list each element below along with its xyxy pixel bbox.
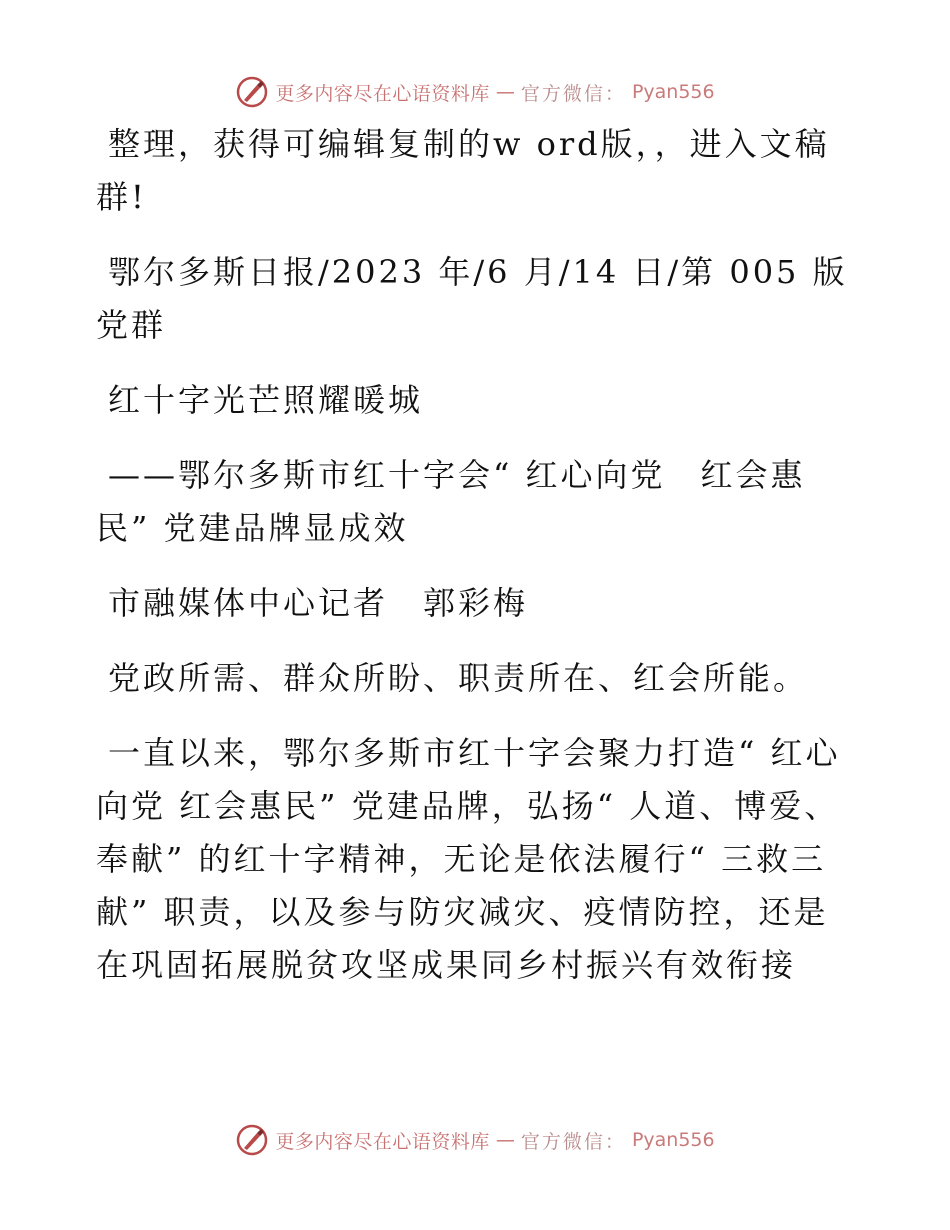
article-byline: 市融媒体中心记者 郭彩梅 [108,584,529,622]
watermark-separator: — [495,81,515,103]
pen-logo-icon [235,1123,269,1157]
article-paragraph: 一直以来，鄂尔多斯市红十字会聚力打造“ 红心向党 红会惠民” 党建品牌，弘扬“ 人道、博爱、奉献” 的红十字精神，无论是依法履行“ 三救三献” 职责，以及参与防灾减灾、疫情防控，还是在巩固拓展脱贫攻坚成果同乡村振兴有效衔接 [96,734,841,984]
article-title: 红十字光芒照耀暖城 [108,381,424,419]
watermark-label: 官方微信： [520,82,626,105]
watermark-label: 官方微信： [520,1130,626,1153]
source-line: 鄂尔多斯日报/2023 年/6 月/14 日/第 005 版党群 [96,253,848,344]
watermark-text: 更多内容尽在心语资料库 [275,1130,490,1153]
watermark-footer [0,1120,950,1160]
article-paragraph: 党政所需、群众所盼、职责所在、红会所能。 [108,659,809,697]
watermark-wechat-id: Pyan556 [631,81,715,103]
watermark-text: 更多内容尽在心语资料库 [275,82,490,105]
watermark-wechat-id: Pyan556 [631,1129,715,1151]
intro-note: 整理，获得可编辑复制的w ord版，，进入文稿群! [96,125,830,216]
article-subtitle: ——鄂尔多斯市红十字会“ 红心向党 红会惠民” 党建品牌显成效 [96,456,806,547]
watermark-separator: — [495,1129,515,1151]
watermark-header [0,72,950,112]
pen-logo-icon [235,75,269,109]
document-body [96,118,856,1014]
